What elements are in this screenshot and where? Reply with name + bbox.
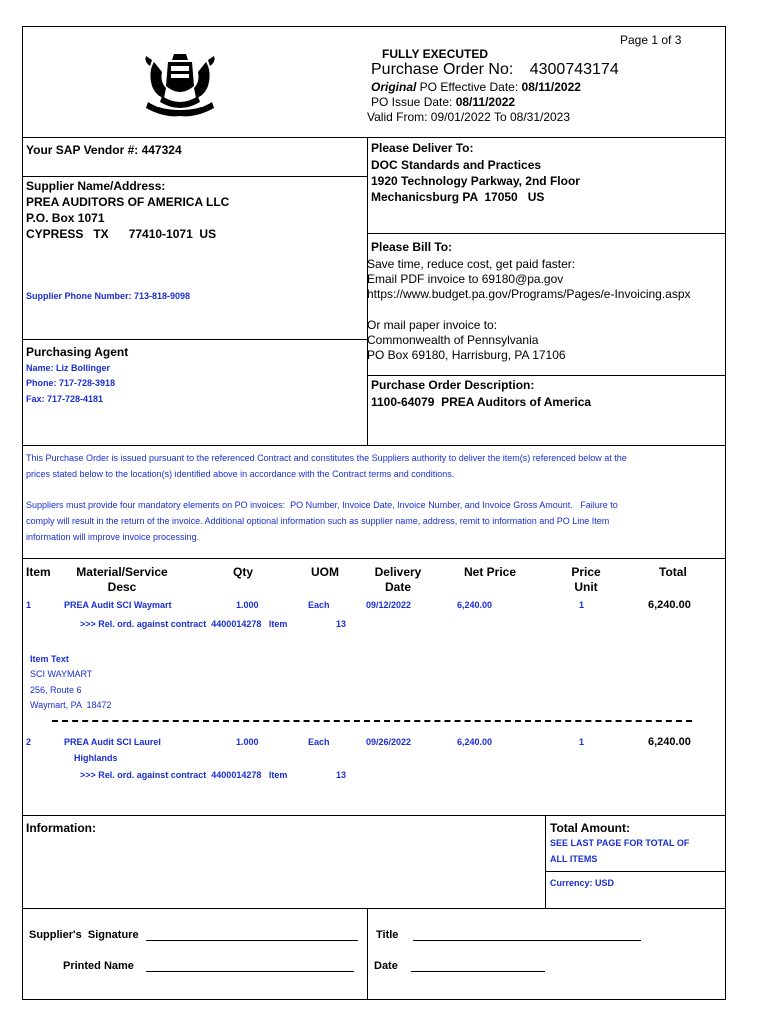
po-number-line bbox=[371, 61, 619, 79]
item-text-line: SCI WAYMART bbox=[30, 669, 93, 679]
agent-name: Name: Liz Bollinger bbox=[26, 363, 111, 373]
supplier-address-line: PREA AUDITORS OF AMERICA LLC bbox=[26, 195, 230, 209]
line-item-total: 6,240.00 bbox=[648, 736, 691, 748]
purchasing-agent-label: Purchasing Agent bbox=[26, 345, 129, 359]
supplier-address-line: P.O. Box 1071 bbox=[26, 211, 105, 225]
issue-date: 08/11/2022 bbox=[455, 95, 516, 109]
pennsylvania-coat-of-arms-icon bbox=[140, 52, 220, 118]
divider-deliver bbox=[367, 233, 726, 234]
effective-label: PO Effective Date: bbox=[416, 80, 522, 94]
notice-text: prices stated below to the location(s) identified above in accordance with the Contract terms and conditions. bbox=[26, 469, 455, 479]
bill-line: Email PDF invoice to 69180@pa.gov bbox=[367, 272, 564, 286]
valid-range: Valid From: 09/01/2022 To 08/31/2023 bbox=[367, 110, 571, 124]
divider-vendor bbox=[22, 176, 367, 177]
date-label: Date bbox=[374, 960, 398, 972]
notice-text: information will improve invoice processing. bbox=[26, 532, 200, 542]
line-item-date: 09/12/2022 bbox=[366, 600, 412, 610]
line-item-number: 1 bbox=[26, 600, 32, 610]
total-amount-label: Total Amount: bbox=[550, 821, 630, 835]
col-uom: UOM bbox=[311, 565, 339, 579]
divider-table bbox=[22, 558, 726, 559]
divider-total bbox=[545, 871, 726, 872]
col-qty: Qty bbox=[233, 565, 254, 579]
deliver-line: Mechanicsburg PA 17050 US bbox=[371, 190, 545, 204]
divider-agent bbox=[22, 339, 367, 340]
sap-vendor: Your SAP Vendor #: 447324 bbox=[26, 143, 182, 157]
po-number-label: Purchase Order No: bbox=[371, 61, 514, 78]
notice-text: comply will result in the return of the invoice. Additional optional information such as supplier name, address, remit to information and PO Line Item bbox=[26, 516, 610, 526]
line-item-uom: Each bbox=[308, 737, 330, 747]
po-description: 1100-64079 PREA Auditors of America bbox=[371, 395, 592, 409]
effective-prefix: Original bbox=[371, 80, 417, 94]
divider-info bbox=[22, 815, 726, 816]
signature-label: Supplier's Signature bbox=[29, 929, 139, 941]
supplier-address-line: CYPRESS TX 77410-1071 US bbox=[26, 227, 217, 241]
title-label: Title bbox=[376, 929, 399, 941]
date-line[interactable] bbox=[411, 961, 545, 972]
line-item-date: 09/26/2022 bbox=[366, 737, 412, 747]
divider-signature-vertical bbox=[367, 908, 368, 1000]
po-status: FULLY EXECUTED bbox=[382, 47, 489, 61]
bill-line: PO Box 69180, Harrisburg, PA 17106 bbox=[367, 348, 566, 362]
line-item-total: 6,240.00 bbox=[648, 599, 691, 611]
col-price-unit: Price Unit bbox=[571, 565, 601, 594]
line-item-qty: 1.000 bbox=[236, 600, 259, 610]
line-item-desc: PREA Audit SCI Laurel bbox=[64, 737, 161, 747]
page-indicator: Page 1 of 3 bbox=[620, 33, 682, 47]
agent-fax: Fax: 717-728-4181 bbox=[26, 394, 104, 404]
printed-name-line[interactable] bbox=[146, 961, 354, 972]
line-item-desc: PREA Audit SCI Waymart bbox=[64, 600, 172, 610]
col-total: Total bbox=[659, 565, 687, 579]
po-description-label: Purchase Order Description: bbox=[371, 378, 535, 392]
line-item-contract-item: 13 bbox=[336, 770, 347, 780]
issue-label: PO Issue Date: bbox=[371, 95, 456, 109]
col-delivery-date: Delivery Date bbox=[374, 565, 422, 594]
line-item-unit: 1 bbox=[579, 600, 585, 610]
deliver-line: 1920 Technology Parkway, 2nd Floor bbox=[371, 174, 580, 188]
line-item-desc-cont: Highlands bbox=[74, 753, 118, 763]
bill-to-label: Please Bill To: bbox=[371, 240, 453, 254]
deliver-to-label: Please Deliver To: bbox=[371, 141, 474, 155]
supplier-phone: Supplier Phone Number: 713-818-9098 bbox=[26, 291, 191, 301]
title-line[interactable] bbox=[413, 930, 641, 941]
line-item-uom: Each bbox=[308, 600, 330, 610]
bill-line: Or mail paper invoice to: bbox=[367, 318, 498, 332]
currency: Currency: USD bbox=[550, 878, 615, 888]
col-material: Material/Service Desc bbox=[76, 565, 168, 594]
divider-bill bbox=[367, 375, 726, 376]
line-item-number: 2 bbox=[26, 737, 32, 747]
item-text-line: Waymart, PA 18472 bbox=[30, 700, 112, 710]
line-item-unit: 1 bbox=[579, 737, 585, 747]
signature-line[interactable] bbox=[146, 930, 358, 941]
divider-header bbox=[22, 137, 726, 138]
item-text-label: Item Text bbox=[30, 654, 69, 664]
issue-date-line bbox=[371, 95, 515, 109]
information-label: Information: bbox=[26, 821, 96, 835]
deliver-line: DOC Standards and Practices bbox=[371, 158, 542, 172]
total-amount-note: ALL ITEMS bbox=[550, 854, 598, 864]
supplier-name-label: Supplier Name/Address: bbox=[26, 179, 166, 193]
bill-line: Save time, reduce cost, get paid faster: bbox=[367, 257, 576, 271]
effective-date-line bbox=[371, 80, 581, 94]
divider-signature bbox=[22, 908, 726, 909]
divider-notice bbox=[22, 445, 726, 446]
line-item-contract-item: 13 bbox=[336, 619, 347, 629]
notice-text: This Purchase Order is issued pursuant to the referenced Contract and constitutes the Suppliers authority to deliver the item(s) referenced below at the bbox=[26, 453, 627, 463]
notice-text: Suppliers must provide four mandatory elements on PO invoices: PO Number, Invoice Date, Invoice Number, and Invoice Gross Amount. Failure to bbox=[26, 500, 618, 510]
line-item-contract: >>> Rel. ord. against contract 4400014278 Item bbox=[80, 770, 288, 780]
line-item-net: 6,240.00 bbox=[457, 600, 493, 610]
item-separator bbox=[52, 720, 692, 722]
bill-line: Commonwealth of Pennsylvania bbox=[367, 333, 539, 347]
divider-info-vertical bbox=[545, 815, 546, 908]
col-net-price: Net Price bbox=[464, 565, 517, 579]
po-number: 4300743174 bbox=[529, 61, 619, 78]
line-item-net: 6,240.00 bbox=[457, 737, 493, 747]
total-amount-note: SEE LAST PAGE FOR TOTAL OF bbox=[550, 838, 690, 848]
line-item-contract: >>> Rel. ord. against contract 4400014278 Item bbox=[80, 619, 288, 629]
item-text-line: 256, Route 6 bbox=[30, 685, 82, 695]
line-item-qty: 1.000 bbox=[236, 737, 259, 747]
effective-date: 08/11/2022 bbox=[521, 80, 581, 94]
printed-name-label: Printed Name bbox=[63, 960, 134, 972]
agent-phone: Phone: 717-728-3918 bbox=[26, 378, 116, 388]
col-item: Item bbox=[26, 565, 51, 579]
bill-einvoice-link[interactable]: https://www.budget.pa.gov/Programs/Pages/e-Invoicing.aspx bbox=[367, 287, 691, 301]
